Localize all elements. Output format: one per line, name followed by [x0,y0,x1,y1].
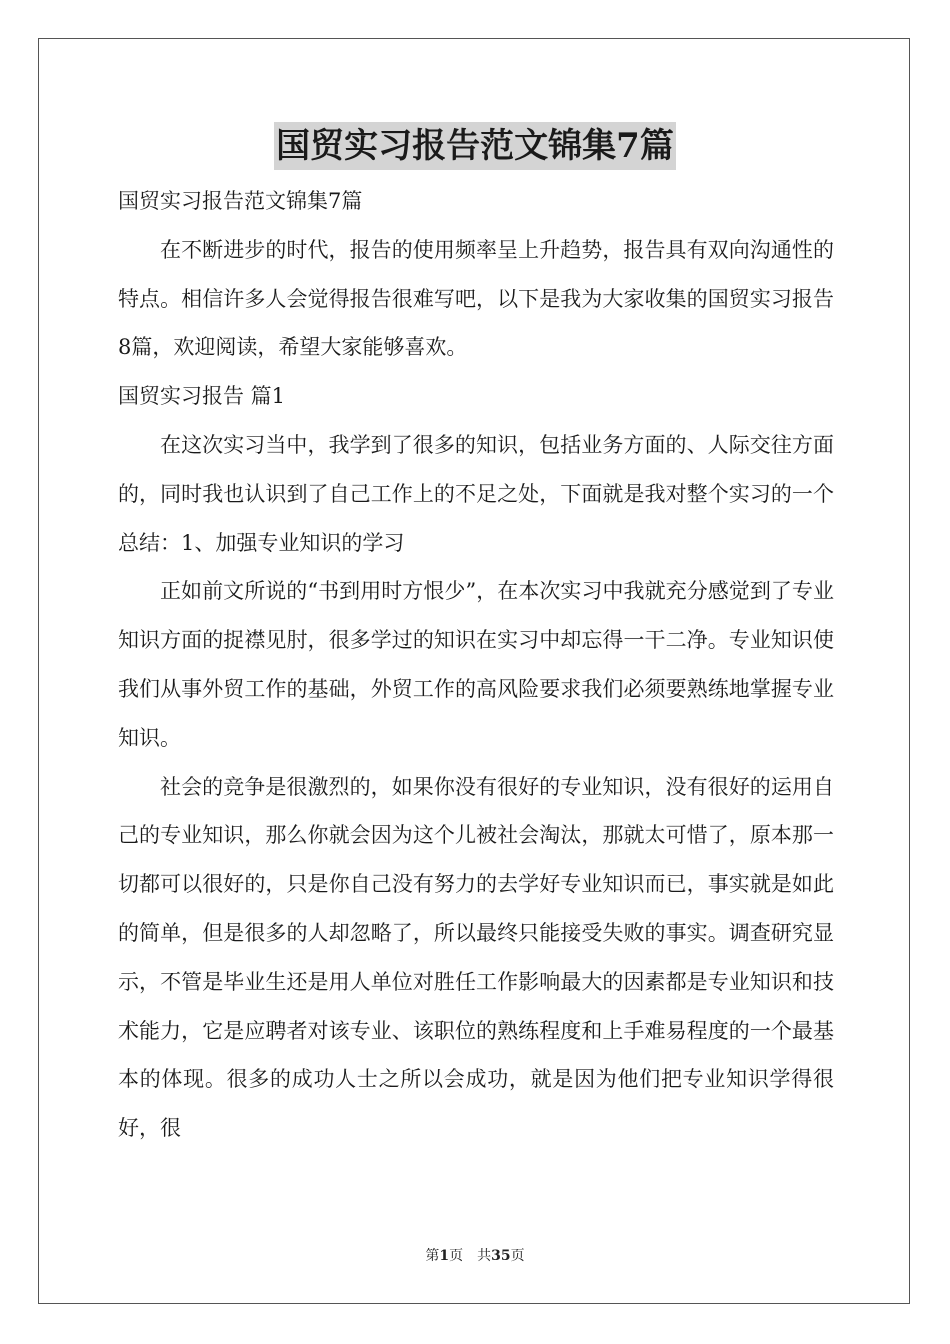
paragraph-intro: 在不断进步的时代，报告的使用频率呈上升趋势，报告具有双向沟通性的特点。相信许多人会觉得报告很难写吧，以下是我为大家收集的国贸实习报告8篇，欢迎阅读，希望大家能够喜欢。 [118,237,834,360]
title-container [0,122,950,170]
paragraph-1: 在这次实习当中，我学到了很多的知识，包括业务方面的、人际交往方面的，同时我也认识到了自己工作上的不足之处，下面就是我对整个实习的一个总结：1、加强专业知识的学习 [118,432,834,555]
page-footer [0,1246,950,1266]
document-subtitle: 国贸实习报告范文锦集7篇 [118,189,363,213]
footer-mid: 页 共 [449,1248,492,1264]
paragraph-3: 社会的竞争是很激烈的，如果你没有很好的专业知识，没有很好的运用自己的专业知识，那么你就会因为这个儿被社会淘汰，那就太可惜了，原本那一切都可以很好的，只是你自己没有努力的去学好专业知识而已，事实就是如此的简单，但是很多的人却忽略了，所以最终只能接受失败的事实。调查研究显示，不管是毕业生还是用人单位对胜任工作影响最大的因素都是专业知识和技术能力，它是应聘者对该专业、该职位的熟练程度和上手难易程度的一个最基本的体现。很多的成功人士之所以会成功，就是因为他们把专业知识学得很好，很 [118,774,834,1141]
document-body [118,177,834,1153]
section-heading-1: 国贸实习报告 篇1 [118,384,286,409]
paragraph-2: 正如前文所说的“书到用时方恨少”，在本次实习中我就充分感觉到了专业知识方面的捉襟见肘，很多学过的知识在实习中却忘得一干二净。专业知识使我们从事外贸工作的基础，外贸工作的高风险要求我们必须要熟练地掌握专业知识。 [118,579,834,750]
footer-suffix: 页 [510,1248,525,1264]
footer-page-current: 1 [439,1248,450,1264]
document-title: 国贸实习报告范文锦集7篇 [274,122,676,170]
footer-page-total: 35 [491,1248,511,1264]
footer-prefix: 第 [425,1248,440,1264]
